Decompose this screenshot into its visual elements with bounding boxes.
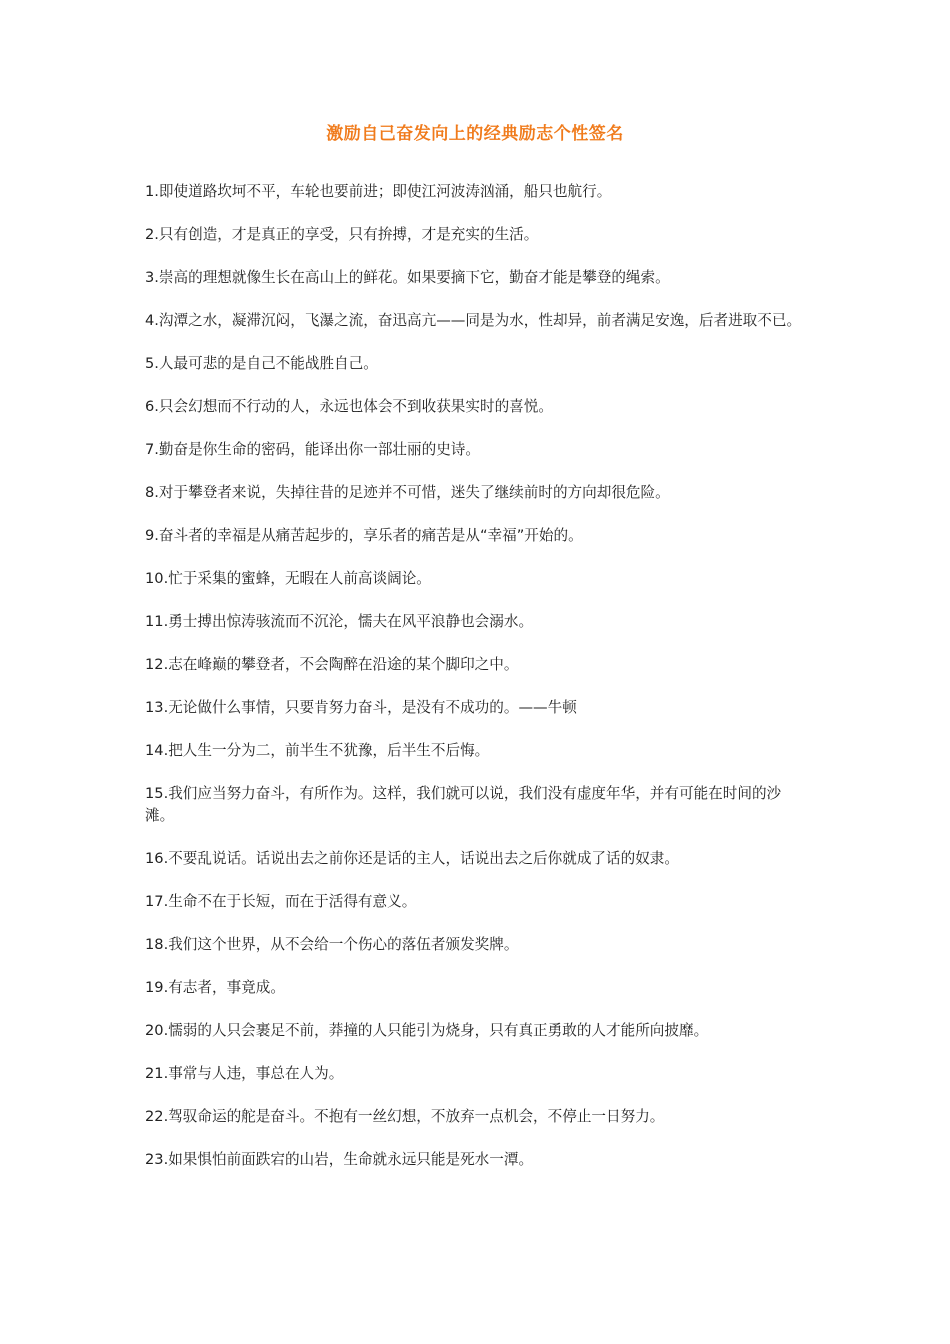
list-item: 4.沟潭之水，凝滞沉闷，飞瀑之流，奋迅高亢——同是为水，性却异，前者满足安逸，后者进取不已。 (145, 312, 802, 329)
list-item: 22.驾驭命运的舵是奋斗。不抱有一丝幻想，不放弃一点机会，不停止一日努力。 (145, 1108, 665, 1125)
list-item: 13.无论做什么事情，只要肯努力奋斗，是没有不成功的。——牛顿 (145, 699, 577, 716)
list-item: 6.只会幻想而不行动的人，永远也体会不到收获果实时的喜悦。 (145, 398, 553, 415)
list-item: 20.懦弱的人只会裹足不前，莽撞的人只能引为烧身，只有真正勇敢的人才能所向披靡。 (145, 1022, 709, 1039)
list-item: 10.忙于采集的蜜蜂，无暇在人前高谈阔论。 (145, 570, 431, 587)
list-item: 16.不要乱说话。话说出去之前你还是话的主人，话说出去之后你就成了话的奴隶。 (145, 850, 679, 867)
list-item: 21.事常与人违，事总在人为。 (145, 1065, 344, 1082)
list-item: 2.只有创造，才是真正的享受，只有拚搏，才是充实的生活。 (145, 226, 539, 243)
list-item: 19.有志者，事竟成。 (145, 979, 285, 996)
list-item: 15.我们应当努力奋斗，有所作为。这样，我们就可以说，我们没有虚度年华，并有可能在时间的沙滩。 (145, 785, 782, 824)
list-item: 3.崇高的理想就像生长在高山上的鲜花。如果要摘下它，勤奋才能是攀登的绳索。 (145, 269, 670, 286)
list-item: 8.对于攀登者来说，失掉往昔的足迹并不可惜，迷失了继续前时的方向却很危险。 (145, 484, 670, 501)
list-item: 17.生命不在于长短，而在于活得有意义。 (145, 893, 417, 910)
list-item: 18.我们这个世界，从不会给一个伤心的落伍者颁发奖牌。 (145, 936, 519, 953)
quote-list (145, 181, 810, 1192)
list-item: 11.勇士搏出惊涛骇流而不沉沦，懦夫在风平浪静也会溺水。 (145, 613, 534, 630)
list-item: 23.如果惧怕前面跌宕的山岩，生命就永远只能是死水一潭。 (145, 1151, 534, 1168)
list-item: 14.把人生一分为二，前半生不犹豫，后半生不后悔。 (145, 742, 490, 759)
list-item: 12.志在峰巅的攀登者，不会陶醉在沿途的某个脚印之中。 (145, 656, 519, 673)
list-item: 9.奋斗者的幸福是从痛苦起步的，享乐者的痛苦是从“幸福”开始的。 (145, 527, 583, 544)
list-item: 7.勤奋是你生命的密码，能译出你一部壮丽的史诗。 (145, 441, 480, 458)
document-title: 激励自己奋发向上的经典励志个性签名 (326, 124, 624, 144)
list-item: 5.人最可悲的是自己不能战胜自己。 (145, 355, 378, 372)
list-item: 1.即使道路坎坷不平，车轮也要前进；即使江河波涛汹涌，船只也航行。 (145, 183, 612, 200)
